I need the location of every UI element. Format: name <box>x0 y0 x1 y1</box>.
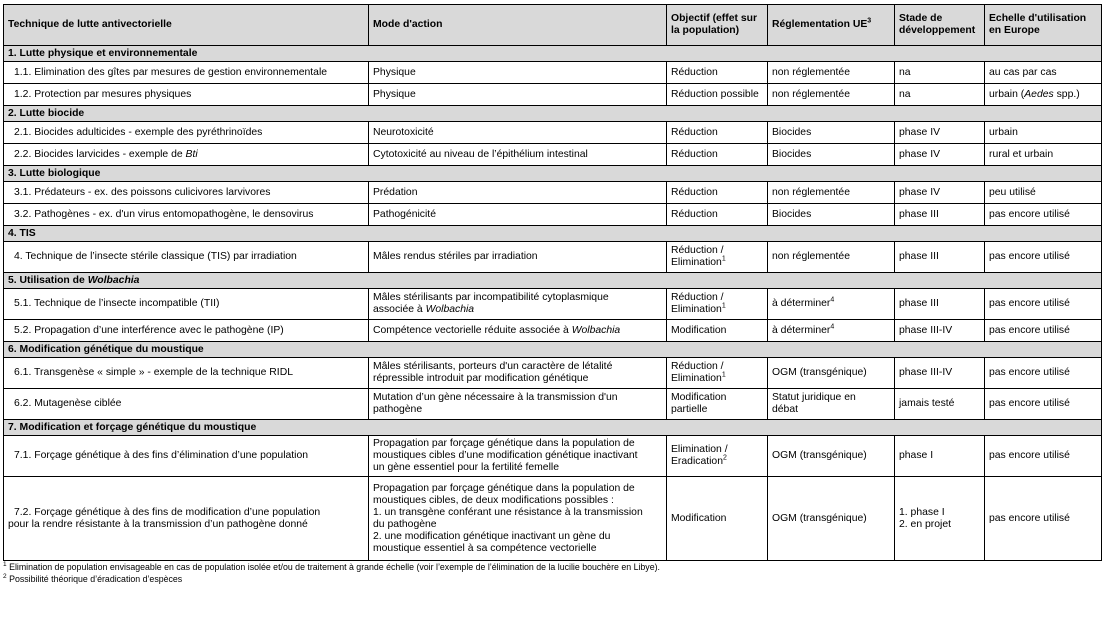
cell-objectif: Réduction <box>667 204 768 226</box>
mode-line-3: 1. un transgène conférant une résistance à la transmission <box>373 506 643 518</box>
cell-objectif: Réduction <box>667 182 768 204</box>
cell-stade: phase III <box>895 242 985 273</box>
cell-mode <box>369 389 667 420</box>
cell-stade: jamais testé <box>895 389 985 420</box>
header-stade: Stade de développement <box>895 5 985 46</box>
cell-technique: 6.1. Transgenèse « simple » - exemple de la technique RIDL <box>4 358 369 389</box>
cell-mode: Physique <box>369 84 667 106</box>
cell-reglementation: OGM (transgénique) <box>768 358 895 389</box>
cell-stade <box>895 477 985 561</box>
mode-text: associée à <box>373 304 426 315</box>
cell-technique: 6.2. Mutagenèse ciblée <box>4 389 369 420</box>
mode-line-5: 2. une modification génétique inactivant un gène du <box>373 530 611 542</box>
objectif-line-2: partielle <box>671 404 708 415</box>
table-row <box>4 204 1102 226</box>
mode-line-4: du pathogène <box>373 518 437 530</box>
cell-stade: phase III-IV <box>895 320 985 342</box>
cell-technique <box>4 477 369 561</box>
header-technique: Technique de lutte antivectorielle <box>4 5 369 46</box>
echelle-prefix: urbain ( <box>989 88 1025 100</box>
echelle-suffix: spp.) <box>1053 88 1080 100</box>
header-mode: Mode d'action <box>369 5 667 46</box>
footnote-text: Elimination de population envisageable en cas de population isolée et/ou de traitement à grande échelle (voir l’exemple de l’élimination de la lucilie bouchère en Libye). <box>9 562 660 572</box>
table-row <box>4 477 1102 561</box>
table-row <box>4 320 1102 342</box>
cell-technique: 1.2. Protection par mesures physiques <box>4 84 369 106</box>
cell-reglementation <box>768 320 895 342</box>
section-title-text: 5. Utilisation de <box>8 274 88 286</box>
cell-objectif: Réduction <box>667 144 768 166</box>
objectif-line: Elimination / <box>671 444 728 455</box>
cell-stade: phase IV <box>895 122 985 144</box>
cell-objectif <box>667 389 768 420</box>
header-row <box>4 5 1102 46</box>
footnote-number: 1 <box>3 561 7 569</box>
footnote-ref: 2 <box>722 454 727 462</box>
species-name: Wolbachia <box>425 304 475 315</box>
cell-echelle: urbain <box>985 122 1102 144</box>
cell-reglementation: non réglementée <box>768 182 895 204</box>
footnote-number: 2 <box>3 573 7 581</box>
table-row <box>4 289 1102 320</box>
technique-line-2: pour la rendre résistante à la transmission d’un pathogène donné <box>8 518 308 530</box>
table-row <box>4 122 1102 144</box>
cell-mode: Cytotoxicité au niveau de l’épithélium intestinal <box>369 144 667 166</box>
cell-echelle: au cas par cas <box>985 62 1102 84</box>
footnote-ref: 3 <box>867 17 872 25</box>
section-row <box>4 342 1102 358</box>
mode-line: Mutation d’un gène nécessaire à la transmission d'un <box>373 392 618 403</box>
cell-reglementation: Biocides <box>768 122 895 144</box>
reglementation-text: à déterminer <box>772 298 831 309</box>
cell-objectif: Modification <box>667 320 768 342</box>
cell-technique: 7.1. Forçage génétique à des fins d’élimination d’une population <box>4 436 369 477</box>
section-row <box>4 166 1102 182</box>
cell-reglementation: Biocides <box>768 204 895 226</box>
objectif-text: Elimination <box>671 304 722 315</box>
species-name: Wolbachia <box>87 274 140 286</box>
reglementation-line-2: débat <box>772 404 799 415</box>
cell-objectif: Réduction <box>667 122 768 144</box>
footnote-text: Possibilité théorique d’éradication d’espèces <box>9 574 183 584</box>
cell-reglementation: Biocides <box>768 144 895 166</box>
species-name: Wolbachia <box>571 324 621 336</box>
mode-line-2: pathogène <box>373 404 423 415</box>
cell-stade: phase III <box>895 204 985 226</box>
cell-objectif <box>667 358 768 389</box>
section-title: 2. Lutte biocide <box>4 106 1102 122</box>
cell-stade: phase III-IV <box>895 358 985 389</box>
objectif-line-2 <box>671 257 763 269</box>
mode-line-3: un gène essentiel pour la fertilité femelle <box>373 462 559 473</box>
section-title: 4. TIS <box>4 226 1102 242</box>
cell-mode <box>369 477 667 561</box>
table-row <box>4 436 1102 477</box>
cell-technique: 5.1. Technique de l’insecte incompatible (TII) <box>4 289 369 320</box>
cell-reglementation <box>768 289 895 320</box>
cell-echelle <box>985 84 1102 106</box>
reglementation-line: Statut juridique en <box>772 392 856 403</box>
cell-reglementation: OGM (transgénique) <box>768 436 895 477</box>
mode-line: Propagation par forçage génétique dans la population de <box>373 482 635 494</box>
objectif-line-2 <box>671 456 763 468</box>
footnote-2 <box>3 574 1101 585</box>
species-name: Bti <box>185 148 198 160</box>
header-echelle: Echelle d'utilisation en Europe <box>985 5 1102 46</box>
cell-mode <box>369 436 667 477</box>
cell-reglementation: non réglementée <box>768 242 895 273</box>
cell-reglementation: non réglementée <box>768 84 895 106</box>
mode-line-2: moustiques cibles d’une modification génétique inactivant <box>373 450 638 461</box>
cell-echelle: pas encore utilisé <box>985 289 1102 320</box>
cell-mode <box>369 320 667 342</box>
reglementation-text: à déterminer <box>772 324 831 336</box>
cell-stade: na <box>895 84 985 106</box>
cell-technique: 2.1. Biocides adulticides - exemple des pyréthrinoïdes <box>4 122 369 144</box>
cell-technique: 5.2. Propagation d’une interférence avec le pathogène (IP) <box>4 320 369 342</box>
section-title: 6. Modification génétique du moustique <box>4 342 1102 358</box>
objectif-line-2 <box>671 373 763 385</box>
cell-technique <box>4 144 369 166</box>
section-row <box>4 46 1102 62</box>
cell-objectif: Réduction <box>667 62 768 84</box>
cell-objectif <box>667 242 768 273</box>
objectif-line: Modification <box>671 392 727 403</box>
document <box>3 4 1101 585</box>
cell-objectif <box>667 289 768 320</box>
mode-text: Compétence vectorielle réduite associée à <box>373 324 572 336</box>
cell-mode: Pathogénicité <box>369 204 667 226</box>
cell-echelle: pas encore utilisé <box>985 358 1102 389</box>
section-title: 3. Lutte biologique <box>4 166 1102 182</box>
footnote-ref: 1 <box>721 371 726 379</box>
stade-line: 1. phase I <box>899 506 945 518</box>
cell-reglementation <box>768 389 895 420</box>
mode-line-6: moustique essentiel à sa compétence vectorielle <box>373 542 597 554</box>
cell-echelle: pas encore utilisé <box>985 477 1102 561</box>
table-row <box>4 144 1102 166</box>
cell-reglementation: OGM (transgénique) <box>768 477 895 561</box>
cell-objectif: Modification <box>667 477 768 561</box>
table-row <box>4 242 1102 273</box>
objectif-line: Réduction / <box>671 361 724 372</box>
mode-line-2: répressible introduit par modification génétique <box>373 373 589 384</box>
species-name: Aedes <box>1024 88 1054 100</box>
cell-mode: Mâles rendus stériles par irradiation <box>369 242 667 273</box>
table-row <box>4 358 1102 389</box>
cell-stade: phase IV <box>895 182 985 204</box>
section-title: 7. Modification et forçage génétique du moustique <box>4 420 1102 436</box>
cell-stade: phase III <box>895 289 985 320</box>
section-title <box>4 273 1102 289</box>
cell-mode <box>369 358 667 389</box>
cell-mode <box>369 289 667 320</box>
objectif-line-2 <box>671 304 763 316</box>
cell-mode: Neurotoxicité <box>369 122 667 144</box>
objectif-line: Réduction / <box>671 292 724 303</box>
section-row <box>4 106 1102 122</box>
cell-echelle: pas encore utilisé <box>985 436 1102 477</box>
technique-line: 7.2. Forçage génétique à des fins de modification d’une population <box>14 506 321 518</box>
header-reglementation <box>768 5 895 46</box>
footnote-ref: 4 <box>830 296 835 304</box>
cell-objectif <box>667 436 768 477</box>
cell-echelle: peu utilisé <box>985 182 1102 204</box>
mode-line: Propagation par forçage génétique dans la population de <box>373 438 635 449</box>
mode-line: Mâles stérilisants par incompatibilité cytoplasmique <box>373 292 609 303</box>
stade-line-2: 2. en projet <box>899 518 951 530</box>
footnote-ref: 1 <box>721 302 726 310</box>
vector-control-table <box>3 4 1102 561</box>
cell-echelle: pas encore utilisé <box>985 389 1102 420</box>
cell-echelle: pas encore utilisé <box>985 204 1102 226</box>
footnote-1 <box>3 562 1101 573</box>
table-row <box>4 389 1102 420</box>
objectif-text: Elimination <box>671 373 722 384</box>
cell-mode: Physique <box>369 62 667 84</box>
cell-stade: na <box>895 62 985 84</box>
header-objectif: Objectif (effet sur la population) <box>667 5 768 46</box>
cell-stade: phase I <box>895 436 985 477</box>
section-row <box>4 420 1102 436</box>
cell-echelle: rural et urbain <box>985 144 1102 166</box>
cell-technique: 1.1. Elimination des gîtes par mesures de gestion environnementale <box>4 62 369 84</box>
cell-reglementation: non réglementée <box>768 62 895 84</box>
cell-mode: Prédation <box>369 182 667 204</box>
cell-objectif: Réduction possible <box>667 84 768 106</box>
mode-line: Mâles stérilisants, porteurs d'un caractère de létalité <box>373 361 613 372</box>
mode-line-2 <box>373 304 662 316</box>
cell-technique: 4. Technique de l’insecte stérile classique (TIS) par irradiation <box>4 242 369 273</box>
table-row <box>4 62 1102 84</box>
technique-prefix: 2.2. Biocides larvicides - exemple de <box>14 148 186 160</box>
header-reglementation-text: Réglementation UE <box>772 19 868 30</box>
footnote-ref: 4 <box>830 323 835 331</box>
mode-line-2: moustiques cibles, de deux modifications possibles : <box>373 494 614 506</box>
section-row <box>4 273 1102 289</box>
table-row <box>4 182 1102 204</box>
objectif-text: Elimination <box>671 257 722 268</box>
cell-echelle: pas encore utilisé <box>985 320 1102 342</box>
footnote-ref: 1 <box>721 255 726 263</box>
cell-technique: 3.2. Pathogènes - ex. d'un virus entomopathogène, le densovirus <box>4 204 369 226</box>
cell-technique: 3.1. Prédateurs - ex. des poissons culicivores larvivores <box>4 182 369 204</box>
cell-echelle: pas encore utilisé <box>985 242 1102 273</box>
table-row <box>4 84 1102 106</box>
section-title: 1. Lutte physique et environnementale <box>4 46 1102 62</box>
section-row <box>4 226 1102 242</box>
objectif-line: Réduction / <box>671 245 724 256</box>
objectif-text: Eradication <box>671 456 723 467</box>
cell-stade: phase IV <box>895 144 985 166</box>
